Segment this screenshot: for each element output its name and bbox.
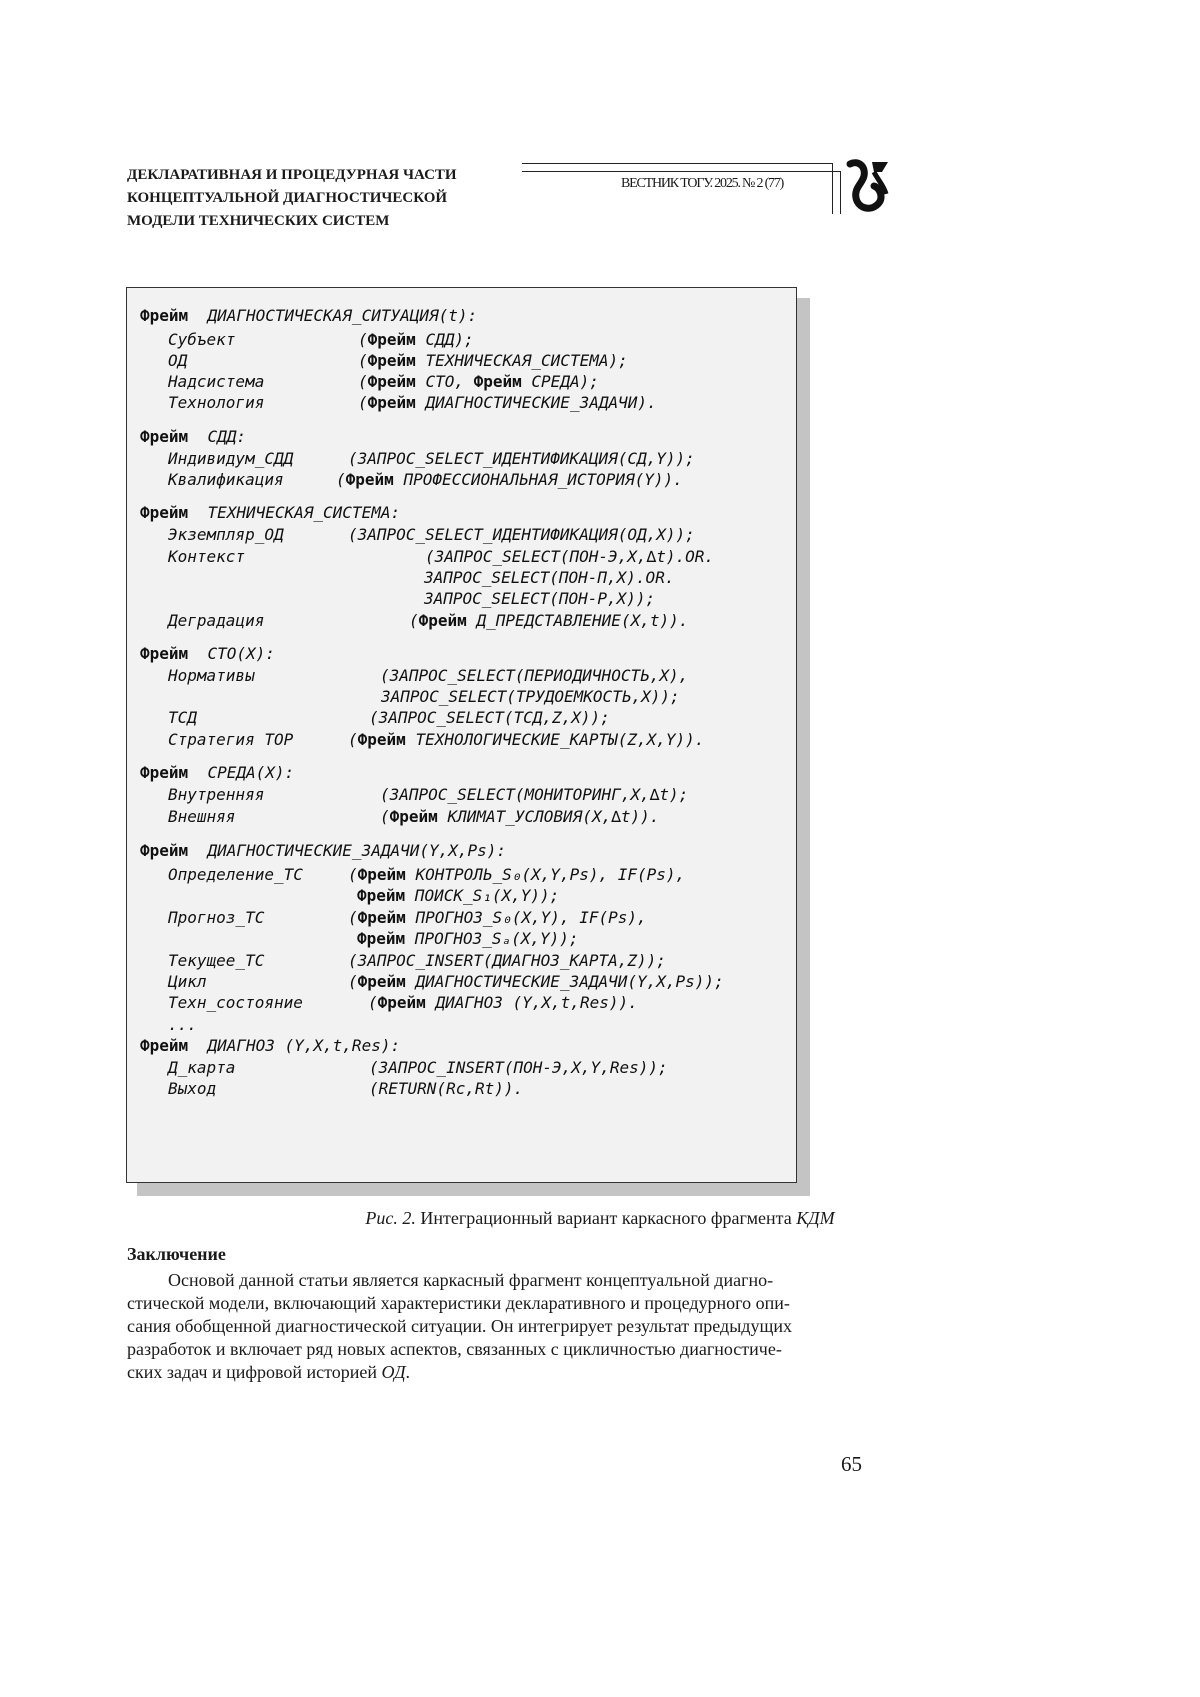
slot-value: (Фрейм СДД); bbox=[358, 330, 474, 349]
slot-value: (ЗАПРОС_SELECT(МОНИТОРИНГ,X,∆t); bbox=[380, 785, 689, 804]
frame-keyword: Фрейм bbox=[357, 865, 406, 884]
frame-header-line: Фрейм ДИАГНОЗ (Y,X,t,Res): bbox=[140, 1036, 401, 1055]
running-title bbox=[127, 164, 527, 233]
header-rule bbox=[522, 163, 832, 164]
frame-keyword: Фрейм bbox=[367, 372, 416, 391]
slot-name: Экземпляр_ОД bbox=[168, 525, 284, 544]
slot-name: Цикл bbox=[168, 972, 207, 991]
slot-name: Деградация bbox=[168, 611, 265, 630]
slot-name: Контекст bbox=[168, 547, 246, 566]
header-rule-vertical bbox=[832, 163, 833, 214]
slot-value: (RETURN(Rc,Rt)). bbox=[369, 1079, 524, 1098]
slot-value: (ЗАПРОС_INSERT(ДИАГНОЗ_КАРТА,Z)); bbox=[348, 951, 666, 970]
frame-keyword: Фрейм bbox=[140, 644, 189, 663]
slot-value: ЗАПРОС_SELECT(ТРУДОЕМКОСТЬ,X)); bbox=[381, 687, 680, 706]
frame-keyword: Фрейм bbox=[357, 972, 406, 991]
frame-keyword: Фрейм bbox=[140, 503, 189, 522]
frame-keyword: Фрейм bbox=[367, 351, 416, 370]
frame-header-line: Фрейм СДД: bbox=[140, 427, 246, 446]
frame-keyword: Фрейм bbox=[367, 330, 416, 349]
frame-keyword: Фрейм bbox=[140, 427, 189, 446]
frame-header-line: Фрейм СРЕДА(X): bbox=[140, 763, 295, 782]
slot-value: (Фрейм ДИАГНОСТИЧЕСКИЕ_ЗАДАЧИ). bbox=[358, 393, 657, 412]
slot-name: Определение_ТС bbox=[168, 865, 303, 884]
frame-keyword: Фрейм bbox=[367, 393, 416, 412]
section-heading: Заключение bbox=[127, 1244, 226, 1264]
running-title-line: ДЕКЛАРАТИВНАЯ И ПРОЦЕДУРНАЯ ЧАСТИ bbox=[127, 167, 457, 183]
slot-name: Внешняя bbox=[168, 807, 236, 826]
slot-value: (ЗАПРОС_SELECT_ИДЕНТИФИКАЦИЯ(ОД,X)); bbox=[348, 525, 695, 544]
slot-name: Выход bbox=[168, 1079, 217, 1098]
slot-name: Внутренняя bbox=[168, 785, 265, 804]
slot-value: (ЗАПРОС_SELECT_ИДЕНТИФИКАЦИЯ(СД,Y)); bbox=[348, 449, 695, 468]
slot-value: (Фрейм КОНТРОЛЬ_S₀(X,Y,Ps), IF(Ps), bbox=[348, 865, 686, 884]
header-rule-vertical bbox=[840, 171, 841, 214]
figure-caption bbox=[0, 1208, 1200, 1229]
frame-header-line: Фрейм ТЕХНИЧЕСКАЯ_СИСТЕМА: bbox=[140, 503, 401, 522]
running-title-line: КОНЦЕПТУАЛЬНОЙ ДИАГНОСТИЧЕСКОЙ bbox=[127, 190, 448, 206]
frame-keyword: Фрейм bbox=[377, 993, 426, 1012]
frame-keyword: Фрейм bbox=[345, 470, 394, 489]
paragraph-end: . bbox=[405, 1362, 411, 1382]
slot-name: Субъект bbox=[168, 330, 236, 349]
frame-keyword: Фрейм bbox=[357, 886, 406, 905]
slot-value: (Фрейм Д_ПРЕДСТАВЛЕНИЕ(X,t)). bbox=[409, 611, 689, 630]
slot-name: Нормативы bbox=[168, 666, 255, 685]
slot-name: Надсистема bbox=[168, 372, 265, 391]
frame-header-line: Фрейм СТО(X): bbox=[140, 644, 275, 663]
caption-text: Интеграционный вариант каркасного фрагмента bbox=[415, 1208, 797, 1228]
frame-keyword: Фрейм bbox=[140, 841, 189, 860]
frame-header-line: Фрейм ДИАГНОСТИЧЕСКИЕ_ЗАДАЧИ(Y,X,Ps): bbox=[140, 841, 507, 860]
slot-name: Д_карта bbox=[168, 1058, 236, 1077]
paragraph-line-text: ских задач и цифровой историей bbox=[127, 1362, 378, 1382]
paragraph-line: сания обобщенной диагностической ситуации. Он интегрирует результат предыдущих bbox=[127, 1316, 792, 1336]
slot-value: (Фрейм КЛИМАТ_УСЛОВИЯ(X,∆t)). bbox=[380, 807, 660, 826]
frame-keyword: Фрейм bbox=[473, 372, 522, 391]
slot-value: (ЗАПРОС_SELECT(ПОН-Э,X,∆t).OR. bbox=[425, 547, 714, 566]
journal-logo-icon bbox=[844, 158, 892, 216]
slot-name: Индивидум_СДД bbox=[168, 449, 294, 468]
frame-keyword: Фрейм bbox=[357, 908, 406, 927]
paragraph-line: стической модели, включающий характеристики декларативного и процедурного опи- bbox=[127, 1293, 790, 1313]
caption-label: Рис. 2. bbox=[365, 1208, 416, 1228]
slot-value: (Фрейм ДИАГНОСТИЧЕСКИЕ_ЗАДАЧИ(Y,X,Ps)); bbox=[348, 972, 724, 991]
slot-name: Технология bbox=[168, 393, 265, 412]
slot-name: ... bbox=[168, 1015, 197, 1034]
paragraph-line: Основой данной статьи является каркасный фрагмент концептуальной диагно- bbox=[168, 1270, 774, 1290]
slot-name: Прогноз_ТС bbox=[168, 908, 265, 927]
slot-value: (ЗАПРОС_INSERT(ПОН-Э,X,Y,Res)); bbox=[369, 1058, 668, 1077]
slot-value: (Фрейм ПРОФЕССИОНАЛЬНАЯ_ИСТОРИЯ(Y)). bbox=[336, 470, 683, 489]
frame-keyword: Фрейм bbox=[140, 1036, 189, 1055]
paragraph-abbrev: ОД bbox=[381, 1362, 406, 1382]
slot-value: (ЗАПРОС_SELECT(ПЕРИОДИЧНОСТЬ,X), bbox=[380, 666, 689, 685]
frame-keyword: Фрейм bbox=[357, 929, 406, 948]
journal-name: ВЕСТНИК ТОГУ. 2025. № 2 (77) bbox=[621, 176, 784, 191]
paragraph-line: разработок и включает ряд новых аспектов, связанных с цикличностью диагностиче- bbox=[127, 1339, 782, 1359]
slot-value: (Фрейм ТЕХНИЧЕСКАЯ_СИСТЕМА); bbox=[358, 351, 628, 370]
slot-value: (ЗАПРОС_SELECT(ТСД,Z,X)); bbox=[369, 708, 610, 727]
running-title-line: МОДЕЛИ ТЕХНИЧЕСКИХ СИСТЕМ bbox=[127, 213, 390, 229]
frame-keyword: Фрейм bbox=[140, 306, 189, 325]
frame-keyword: Фрейм bbox=[357, 730, 406, 749]
slot-name: Квалификация bbox=[168, 470, 284, 489]
caption-abbrev: КДМ bbox=[796, 1208, 835, 1228]
frame-keyword: Фрейм bbox=[140, 763, 189, 782]
slot-value: Фрейм ПОИСК_S₁(X,Y)); bbox=[357, 886, 560, 905]
slot-value: ЗАПРОС_SELECT(ПОН-Р,X)); bbox=[424, 589, 656, 608]
slot-value: (Фрейм ТЕХНОЛОГИЧЕСКИЕ_КАРТЫ(Z,X,Y)). bbox=[348, 730, 705, 749]
slot-name: Техн_состояние bbox=[168, 993, 303, 1012]
slot-name: Стратегия ТОР bbox=[168, 730, 294, 749]
slot-value: (Фрейм СТО, Фрейм СРЕДА); bbox=[358, 372, 599, 391]
header-rule-inner bbox=[522, 171, 840, 172]
frame-keyword: Фрейм bbox=[389, 807, 438, 826]
paragraph-line bbox=[127, 1361, 873, 1384]
slot-value: ЗАПРОС_SELECT(ПОН-П,X).OR. bbox=[424, 568, 675, 587]
slot-name: ОД bbox=[168, 351, 188, 370]
frame-keyword: Фрейм bbox=[418, 611, 467, 630]
slot-value: (Фрейм ДИАГНОЗ (Y,X,t,Res)). bbox=[368, 993, 638, 1012]
slot-name: Текущее_ТС bbox=[168, 951, 265, 970]
frame-header-line: Фрейм ДИАГНОСТИЧЕСКАЯ_СИТУАЦИЯ(t): bbox=[140, 306, 478, 325]
slot-value: (Фрейм ПРОГНОЗ_S₀(X,Y), IF(Ps), bbox=[348, 908, 647, 927]
page-number: 65 bbox=[841, 1452, 862, 1476]
slot-name: ТСД bbox=[168, 708, 197, 727]
slot-value: Фрейм ПРОГНОЗ_Sₐ(X,Y)); bbox=[357, 929, 579, 948]
